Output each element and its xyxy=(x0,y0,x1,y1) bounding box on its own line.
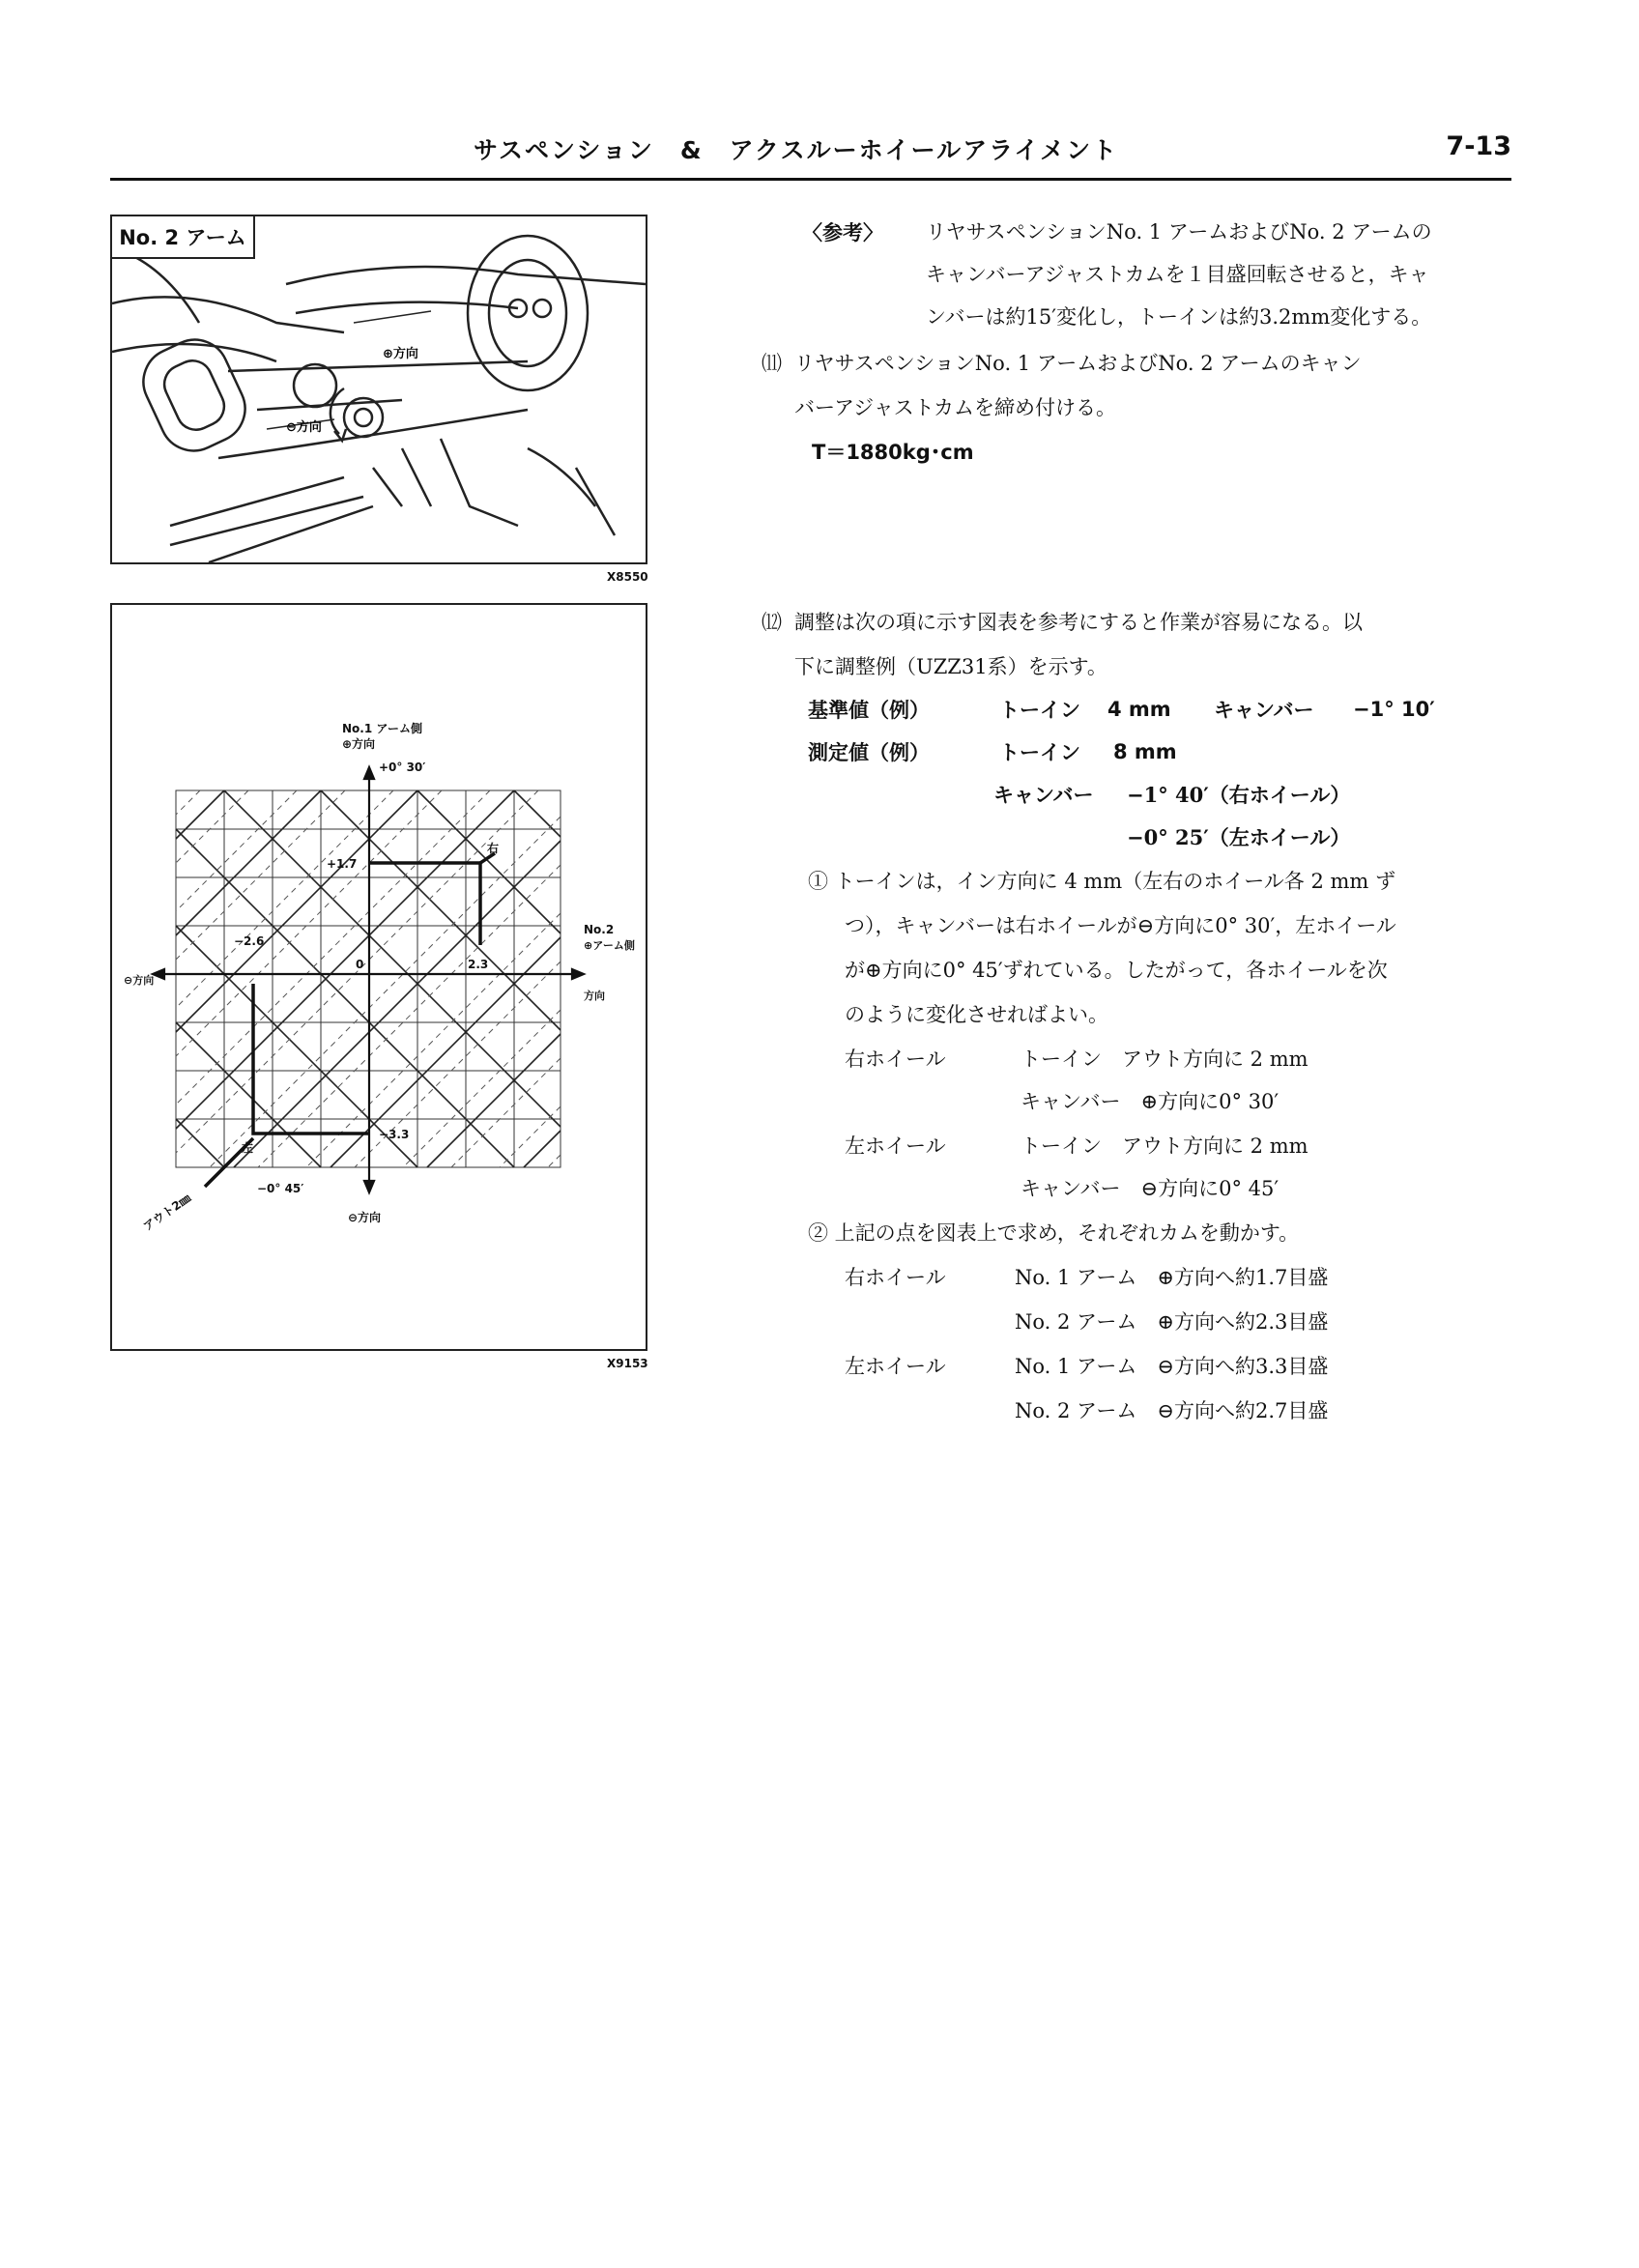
chart-right-label-3: 方向 xyxy=(584,990,605,1002)
minus-direction-label: ⊖方向 xyxy=(286,420,322,435)
note-line: ② 上記の点を図表上で求め，それぞれカムを動かす。 xyxy=(808,1221,1300,1245)
h-minus-value: −2.6 xyxy=(234,934,265,948)
adjustment-grid xyxy=(112,605,646,1349)
chart-bottom-value: −0° 45′ xyxy=(257,1182,304,1195)
note-line: つ），キャンバーは右ホイールが⊖方向に0° 30′，左ホイール xyxy=(845,914,1396,937)
ref-label: 〈参考〉 xyxy=(802,220,883,244)
std-toein-value: 4 mm xyxy=(1107,698,1171,721)
chart-right-label-1: No.2 xyxy=(584,923,615,936)
step-text: リヤサスペンションNo. 1 アームおよびNo. 2 アームのキャン xyxy=(794,352,1362,375)
torque-value: T＝1880kg･cm xyxy=(812,441,974,464)
meas-toein-label: トーイン xyxy=(999,740,1080,764)
v-minus-value: −3.3 xyxy=(379,1128,410,1141)
meas-toein-value: 8 mm xyxy=(1113,740,1177,763)
v-plus-value: +1.7 xyxy=(327,857,358,871)
ref-line: リヤサスペンションNo. 1 アームおよびNo. 2 アームの xyxy=(926,220,1432,244)
chart-out-label: アウト2㎜ xyxy=(140,1191,193,1234)
right-wheel-marker: 右 xyxy=(487,842,500,855)
wheel-change: キャンバー ⊕方向に0° 30′ xyxy=(1021,1090,1280,1113)
arm-adjustment: No. 1 アーム ⊖方向へ約3.3目盛 xyxy=(1015,1355,1329,1378)
wheel-change: トーイン アウト方向に 2 mm xyxy=(1021,1134,1308,1158)
ref-line: キャンバーアジャストカムを１目盛回転させると，キャ xyxy=(926,263,1429,286)
page-number: 7-13 xyxy=(1446,131,1511,161)
arm-adjustment: No. 1 アーム ⊕方向へ約1.7目盛 xyxy=(1015,1266,1329,1289)
ref-line: ンバーは約15′変化し，トーインは約3.2mm変化する。 xyxy=(926,305,1432,329)
wheel-change: トーイン アウト方向に 2 mm xyxy=(1021,1048,1308,1071)
wheel-label: 右ホイール xyxy=(845,1048,946,1071)
std-camber-label: キャンバー xyxy=(1214,698,1314,722)
figure-label: No. 2 アーム xyxy=(110,215,255,259)
origin-value: 0 xyxy=(356,958,364,971)
wheel-label: 左ホイール xyxy=(845,1355,946,1378)
std-label: 基準値（例） xyxy=(808,698,930,722)
step-number: ⑿ xyxy=(762,611,782,634)
header-divider xyxy=(110,178,1511,181)
note-line: が⊕方向に0° 45′ずれている。したがって，各ホイールを次 xyxy=(845,959,1388,982)
std-toein-label: トーイン xyxy=(999,698,1080,722)
note-line: のように変化させればよい。 xyxy=(845,1003,1108,1026)
chart-top-label-2: ⊕方向 xyxy=(342,737,376,751)
meas-label: 測定値（例） xyxy=(808,740,930,764)
meas-camber-label: キャンバー xyxy=(993,783,1094,807)
note-line: ① トーインは，イン方向に 4 mm（左右のホイール各 2 mm ず xyxy=(808,870,1396,893)
arm-adjustment: No. 2 アーム ⊖方向へ約2.7目盛 xyxy=(1015,1399,1329,1422)
wheel-change: キャンバー ⊖方向に0° 45′ xyxy=(1021,1177,1280,1200)
figure-code: X9153 xyxy=(607,1357,648,1370)
plus-direction-label: ⊕方向 xyxy=(383,347,418,361)
adjustment-chart xyxy=(110,603,647,1351)
arm-adjustment: No. 2 アーム ⊕方向へ約2.3目盛 xyxy=(1015,1310,1329,1334)
wheel-label: 左ホイール xyxy=(845,1134,946,1158)
chart-right-label-2: ⊕アーム側 xyxy=(584,939,635,952)
step-text: 調整は次の項に示す図表を参考にすると作業が容易になる。以 xyxy=(794,611,1363,634)
chart-top-label-1: No.1 アーム側 xyxy=(342,722,423,735)
figure-code: X8550 xyxy=(607,570,648,584)
h-plus-value: 2.3 xyxy=(468,958,489,971)
meas-camber-right: −1° 40′（右ホイール） xyxy=(1127,783,1351,807)
step-number: ⑾ xyxy=(762,352,782,375)
chart-left-label: ⊖方向 xyxy=(124,974,155,987)
std-camber-value: −1° 10′ xyxy=(1353,698,1435,721)
suspension-drawing xyxy=(112,216,646,562)
suspension-illustration xyxy=(110,215,647,564)
page-title: サスペンション & アクスルーホイールアライメント xyxy=(474,136,1119,164)
chart-bottom-label: ⊖方向 xyxy=(348,1211,382,1224)
step-text: 下に調整例（UZZ31系）を示す。 xyxy=(794,655,1107,678)
step-text: バーアジャストカムを締め付ける。 xyxy=(794,396,1117,419)
wheel-label: 右ホイール xyxy=(845,1266,946,1289)
meas-camber-left: −0° 25′（左ホイール） xyxy=(1127,825,1351,849)
left-wheel-marker: 左 xyxy=(242,1141,254,1155)
chart-top-value: +0° 30′ xyxy=(379,761,426,774)
